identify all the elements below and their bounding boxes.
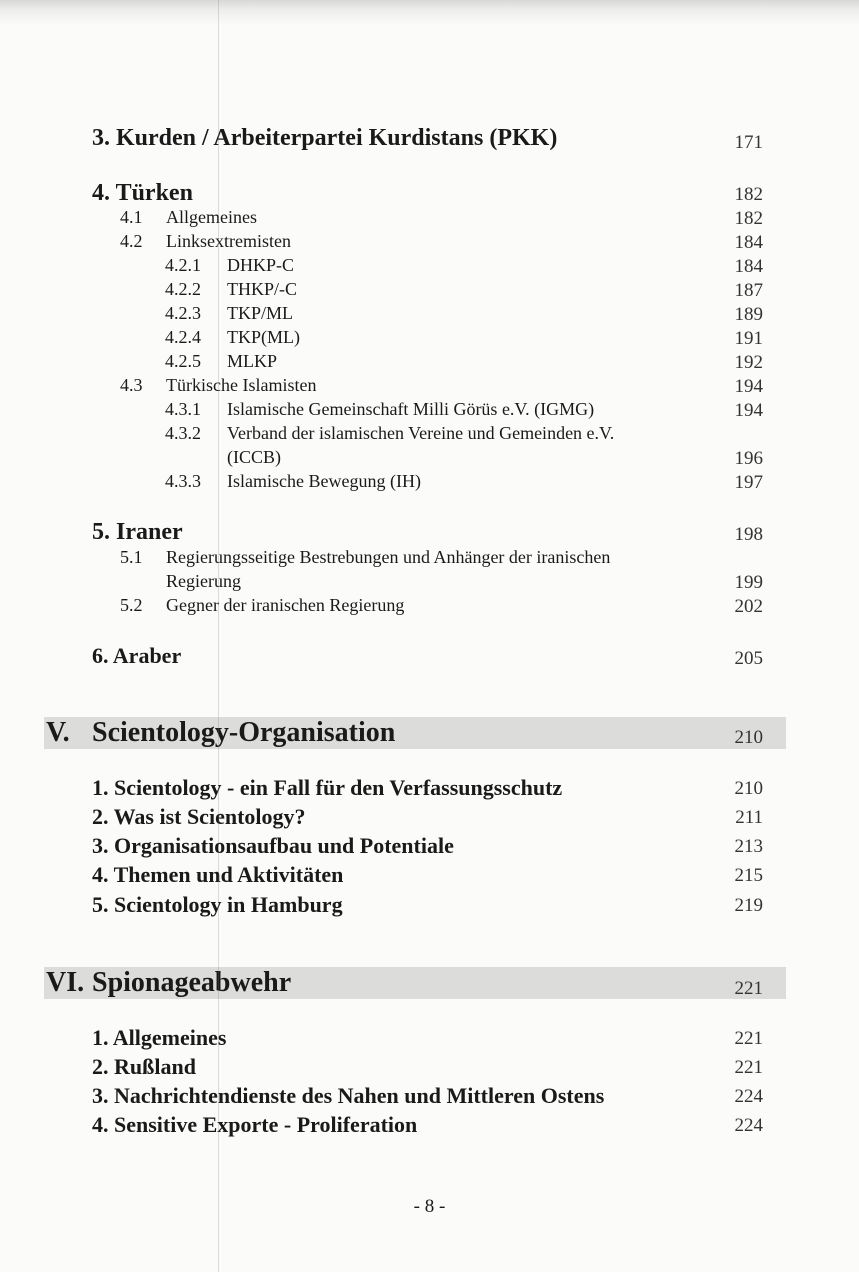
toc-num: 4.2.2	[165, 279, 201, 299]
toc-entry-vi-1: 1. Allgemeines	[92, 1025, 227, 1050]
toc-num: 4.3.3	[165, 471, 201, 491]
toc-entry-4-2-4	[165, 327, 300, 348]
toc-page-v-4: 215	[734, 865, 763, 886]
toc-page-vi-1: 221	[734, 1028, 763, 1049]
toc-num: 4.2.3	[165, 303, 201, 323]
toc-entry-kurden: 3. Kurden / Arbeiterpartei Kurdistans (PKK)	[92, 125, 558, 151]
toc-page-4-2-2: 187	[734, 280, 763, 301]
toc-page-4-3-1: 194	[734, 400, 763, 421]
toc-entry-4-3-2	[165, 423, 614, 444]
toc-page-v-5: 219	[734, 895, 763, 916]
toc-label: MLKP	[227, 351, 278, 371]
toc-page-vi-4: 224	[734, 1115, 763, 1136]
toc-page-4-2-5: 192	[734, 352, 763, 373]
toc-page-4-3-3: 197	[734, 472, 763, 493]
page-number: - 8 -	[413, 1196, 446, 1217]
toc-entry-4-2-3	[165, 303, 293, 324]
toc-num: 5.2	[120, 595, 143, 615]
toc-page-v-2: 211	[735, 807, 763, 828]
toc-page-v-1: 210	[734, 778, 763, 799]
toc-page-v-3: 213	[734, 836, 763, 857]
toc-entry-vi-2: 2. Rußland	[92, 1054, 196, 1079]
toc-page-vi-2: 221	[734, 1057, 763, 1078]
toc-page-chapter-vi: 221	[734, 978, 763, 999]
chapter-v-heading	[46, 717, 395, 749]
toc-entry-4-1	[120, 207, 257, 228]
toc-page-4-1: 182	[734, 208, 763, 229]
toc-num: 4.2.1	[165, 255, 201, 275]
toc-page-5-1: 199	[734, 572, 763, 593]
toc-num: 4.3.2	[165, 423, 201, 443]
toc-label: Allgemeines	[166, 207, 257, 227]
toc-entry-4-3-1	[165, 399, 594, 420]
toc-label: DHKP-C	[227, 255, 295, 275]
toc-label: THKP/-C	[227, 279, 298, 299]
toc-label: TKP/ML	[227, 303, 294, 323]
toc-page-iraner: 198	[734, 524, 763, 545]
toc-entry-5-1-cont: Regierung	[166, 571, 241, 591]
toc-label: Verband der islamischen Vereine und Gemeinden e.V.	[227, 423, 615, 443]
chapter-num: VI.	[46, 967, 85, 998]
toc-entry-5-2	[120, 595, 404, 616]
toc-entry-v-5: 5. Scientology in Hamburg	[92, 892, 343, 917]
toc-page-4-2-4: 191	[734, 328, 763, 349]
toc-entry-4-2	[120, 231, 291, 252]
toc-label: Türkische Islamisten	[166, 375, 317, 395]
toc-num: 4.2.4	[165, 327, 201, 347]
toc-entry-v-1: 1. Scientology - ein Fall für den Verfassungsschutz	[92, 775, 563, 800]
toc-label: Islamische Bewegung (IH)	[227, 471, 421, 491]
toc-num: 4.2	[120, 231, 143, 251]
toc-num: 4.3.1	[165, 399, 201, 419]
toc-num: 4.1	[120, 207, 143, 227]
toc-entry-vi-3: 3. Nachrichtendienste des Nahen und Mittleren Ostens	[92, 1083, 605, 1108]
toc-label: Regierungsseitige Bestrebungen und Anhänger der iranischen	[166, 547, 611, 567]
chapter-title: Spionageabwehr	[92, 967, 292, 998]
toc-page-araber: 205	[734, 648, 763, 669]
toc-entry-4-2-1	[165, 255, 294, 276]
toc-page-4-2-3: 189	[734, 304, 763, 325]
toc-entry-tuerken: 4. Türken	[92, 180, 193, 206]
toc-entry-5-1	[120, 547, 610, 568]
toc-entry-4-2-2	[165, 279, 297, 300]
toc-label: Islamische Gemeinschaft Milli Görüs e.V. (IGMG)	[227, 399, 595, 419]
toc-page-4-3-2: 196	[734, 448, 763, 469]
scan-top-shadow	[0, 0, 859, 26]
toc-entry-vi-4: 4. Sensitive Exporte - Proliferation	[92, 1112, 418, 1137]
toc-num: 4.3	[120, 375, 143, 395]
toc-entry-4-3-2-cont: (ICCB)	[227, 447, 281, 467]
toc-page-4-3: 194	[734, 376, 763, 397]
toc-num: 4.2.5	[165, 351, 201, 371]
toc-label: TKP(ML)	[227, 327, 300, 347]
toc-entry-v-2: 2. Was ist Scientology?	[92, 804, 306, 829]
toc-label: Gegner der iranischen Regierung	[166, 595, 405, 615]
toc-page-vi-3: 224	[734, 1086, 763, 1107]
toc-page-chapter-v: 210	[734, 727, 763, 748]
toc-label: Linksextremisten	[166, 231, 291, 251]
toc-entry-4-2-5	[165, 351, 277, 372]
chapter-title: Scientology-Organisation	[92, 717, 396, 748]
scan-fold-line	[218, 0, 219, 1272]
chapter-vi-heading	[46, 967, 291, 999]
toc-page-5-2: 202	[734, 596, 763, 617]
chapter-num: V.	[46, 717, 70, 748]
toc-page-4-2-1: 184	[734, 256, 763, 277]
toc-page-4-2: 184	[734, 232, 763, 253]
toc-page-kurden: 171	[734, 132, 763, 153]
toc-entry-4-3-3	[165, 471, 421, 492]
toc-page-tuerken: 182	[734, 184, 763, 205]
toc-entry-iraner: 5. Iraner	[92, 519, 183, 545]
toc-num: 5.1	[120, 547, 143, 567]
toc-entry-araber: 6. Araber	[92, 643, 182, 668]
toc-entry-v-3: 3. Organisationsaufbau und Potentiale	[92, 833, 454, 858]
toc-entry-v-4: 4. Themen und Aktivitäten	[92, 862, 344, 887]
